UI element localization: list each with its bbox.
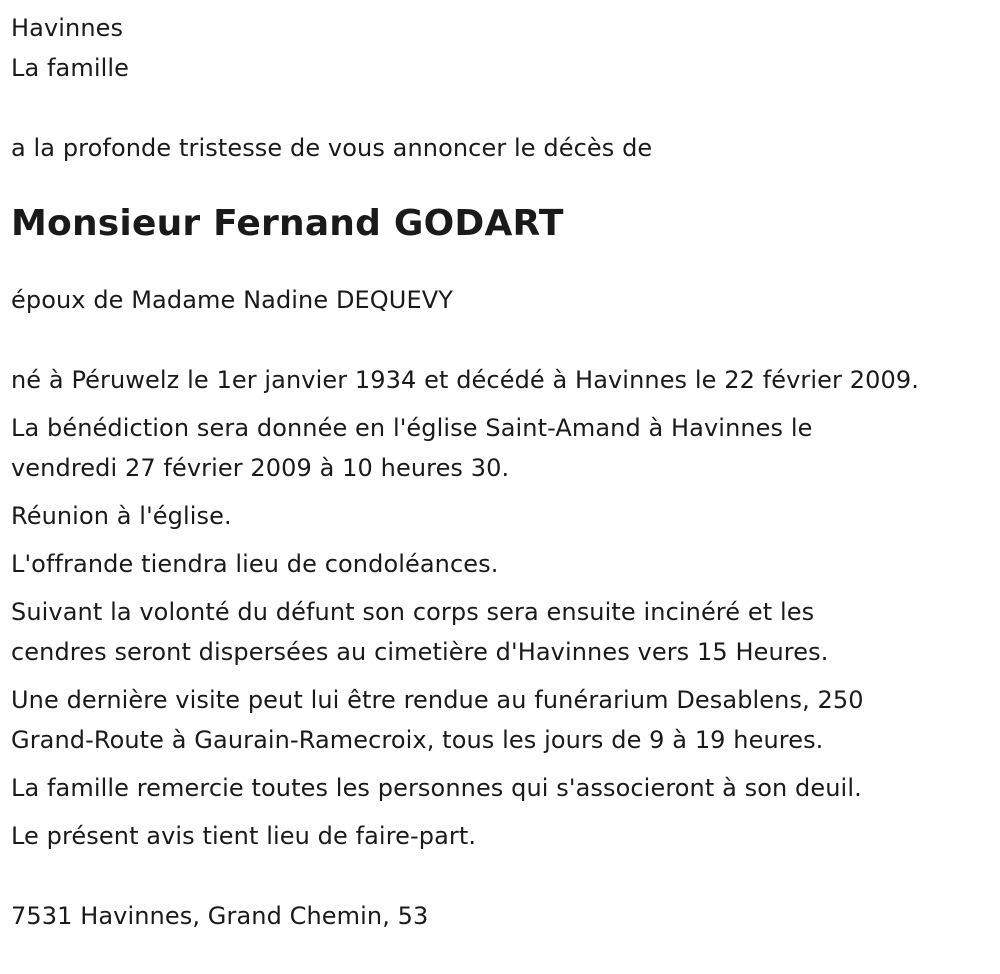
benediction-line-1: La bénédiction sera donnée en l'église Saint-Amand à Havinnes le <box>11 414 813 442</box>
thanks-line: La famille remercie toutes les personnes qui s'associeront à son deuil. <box>11 774 862 802</box>
visit-paragraph <box>11 680 996 760</box>
benediction-line-2: vendredi 27 février 2009 à 10 heures 30. <box>11 454 510 482</box>
cremation-line-1: Suivant la volonté du défunt son corps sera ensuite incinéré et les <box>11 598 815 626</box>
place-line: Havinnes <box>11 14 124 42</box>
deceased-name: Monsieur Fernand GODART <box>11 203 564 244</box>
cremation-paragraph <box>11 592 996 672</box>
announcement-line: a la profonde tristesse de vous annoncer le décès de <box>11 134 653 162</box>
benediction-paragraph <box>11 408 996 488</box>
cremation-line-2: cendres seront dispersées au cimetière d'Havinnes vers 15 Heures. <box>11 638 829 666</box>
visit-line-1: Une dernière visite peut lui être rendue au funérarium Desablens, 250 <box>11 686 864 714</box>
birth-death-line: né à Péruwelz le 1er janvier 1934 et décédé à Havinnes le 22 février 2009. <box>11 366 919 394</box>
faire-part-line: Le présent avis tient lieu de faire-part. <box>11 822 477 850</box>
visit-line-2: Grand-Route à Gaurain-Ramecroix, tous les jours de 9 à 19 heures. <box>11 726 824 754</box>
family-line: La famille <box>11 54 130 82</box>
death-notice <box>11 8 996 936</box>
address-line: 7531 Havinnes, Grand Chemin, 53 <box>11 902 429 930</box>
spouse-line: époux de Madame Nadine DEQUEVY <box>11 286 453 314</box>
reunion-line: Réunion à l'église. <box>11 502 232 530</box>
offering-line: L'offrande tiendra lieu de condoléances. <box>11 550 499 578</box>
